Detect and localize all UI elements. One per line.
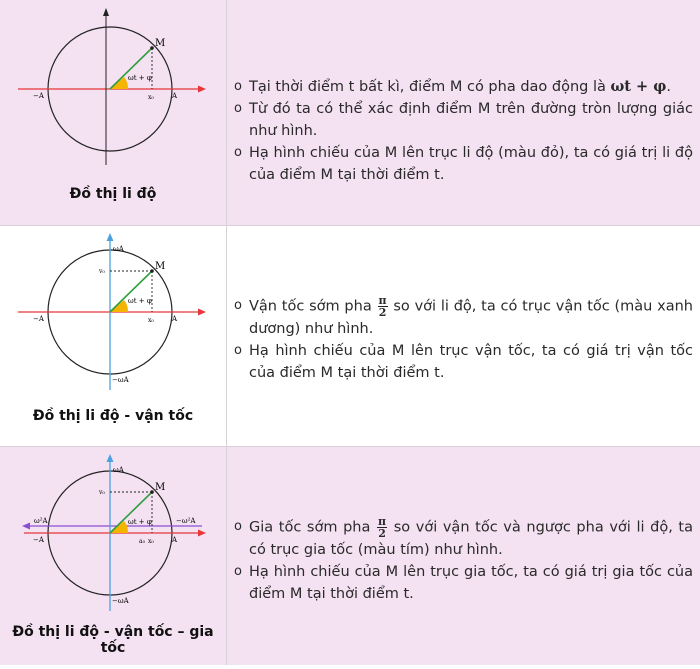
- label-m: M: [155, 482, 166, 493]
- bullet-item: o Hạ hình chiếu của M lên trục li độ (màu đỏ), ta có giá trị li độ của điểm M tại thời điểm t.: [234, 145, 693, 183]
- label-m: M: [155, 261, 166, 272]
- row-velocity: [0, 225, 700, 446]
- label-w2a: ω²A: [34, 517, 48, 525]
- caption: Đồ thị li độ: [69, 186, 157, 202]
- diagram-cell: [0, 446, 226, 665]
- label-angle: ωt + φ: [128, 518, 152, 526]
- label-v0: v₀: [99, 489, 105, 496]
- label-neg-a: −A: [33, 536, 44, 544]
- bullet-item: o Hạ hình chiếu của M lên trục vận tốc, ta có giá trị vận tốc của điểm M tại thời điểm t.: [234, 343, 693, 381]
- bullet-list: [228, 295, 693, 384]
- bullet-item: o Gia tốc sớm pha $\frac{\pi}{2}$ so với vận tốc và ngược pha với li độ, ta có trục gia tốc (màu tím) như hình.: [234, 515, 693, 558]
- diagram-cell: [0, 225, 226, 446]
- bullet-item: o Vận tốc sớm pha $\frac{\pi}{2}$ so với li độ, ta có trục vận tốc (màu xanh dương) như hình.: [234, 294, 693, 337]
- label-neg-w2a: −ω²A: [176, 517, 196, 525]
- fraction: $\frac{\pi}{2}$: [378, 515, 387, 540]
- caption: Đồ thị li độ - vận tốc: [32, 408, 194, 424]
- caption: Đồ thị li độ - vận tốc – gia tốc: [12, 624, 214, 656]
- label-angle: ωt + φ: [128, 297, 152, 305]
- bullet-item: o Từ đó ta có thể xác định điểm M trên đường tròn lượng giác như hình.: [234, 101, 693, 139]
- label-v0: v₀: [99, 268, 105, 275]
- row-acceleration: [0, 446, 700, 665]
- row-displacement: [0, 0, 700, 225]
- label-neg-a: −A: [33, 315, 44, 323]
- label-m: M: [155, 38, 166, 49]
- label-x0: x₀: [148, 94, 154, 101]
- label-x0: x₀: [148, 317, 154, 324]
- label-neg-wa: −ωA: [112, 597, 129, 605]
- bullet-list: [228, 516, 693, 605]
- label-angle: ωt + φ: [128, 74, 152, 82]
- label-wa: ωA: [113, 466, 124, 474]
- label-wa: ωA: [113, 245, 124, 253]
- label-neg-wa: −ωA: [112, 376, 129, 384]
- label-x0: x₀: [148, 538, 154, 545]
- row-divider: [0, 225, 700, 226]
- bullet-list: [228, 76, 693, 186]
- label-a0: a₀: [139, 538, 145, 545]
- column-divider: [226, 0, 227, 665]
- label-neg-a: −A: [33, 92, 44, 100]
- bullet-item: o Tại thời điểm t bất kì, điểm M có pha dao động là ωt + φ.: [234, 78, 671, 95]
- label-pos-a: A: [172, 536, 178, 544]
- label-pos-a: A: [172, 315, 178, 323]
- label-pos-a: A: [172, 92, 178, 100]
- fraction: $\frac{\pi}{2}$: [378, 294, 387, 319]
- bullet-item: o Hạ hình chiếu của M lên trục gia tốc, ta có giá trị gia tốc của điểm M tại thời điểm t.: [234, 564, 693, 602]
- row-divider: [0, 446, 700, 447]
- diagram-cell: [0, 0, 226, 225]
